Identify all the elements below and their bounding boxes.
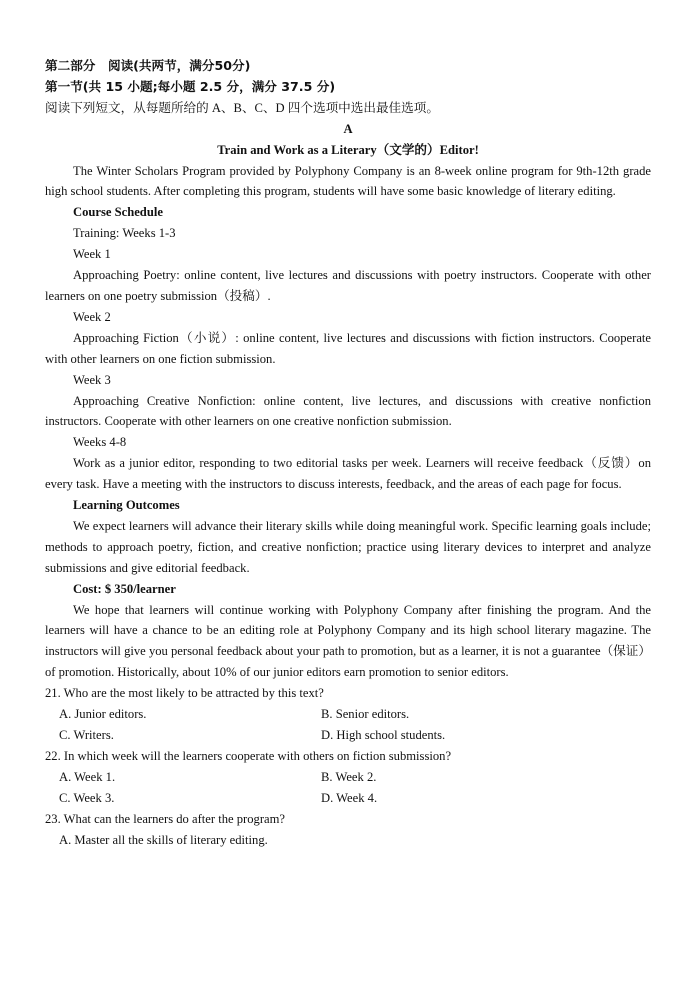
question-22-stem: 22. In which week will the learners cooperate with others on fiction submission?: [45, 748, 452, 763]
passage-letter: A: [343, 121, 353, 136]
cost-heading: Cost: $ 350/learner: [73, 581, 176, 596]
question-21-option-d[interactable]: D. High school students.: [321, 728, 446, 742]
training-label: Training: Weeks 1-3: [73, 226, 176, 241]
passage-title: Train and Work as a Literary（文学的）Editor!: [217, 142, 479, 157]
question-21-options-row2: [45, 725, 651, 746]
week3-label: Week 3: [73, 372, 111, 387]
question-23-stem: 23. What can the learners do after the program?: [45, 811, 285, 826]
section-heading: 第一节(共 15 小题;每小题 2.5 分，满分 37.5 分): [45, 78, 336, 94]
cost-text: We hope that learners will continue working with Polyphony Company after finishing the program. And the learners will have a chance to be an editing role at Polyphony Company and its high school literary magazine. The instructors will give you personal feedback about your path to promotion, but as a learner, it is not a guarantee（保证）of promotion. Historically, about 10% of our junior editors earn promotion to senior editors.: [45, 602, 651, 680]
schedule-heading: Course Schedule: [73, 205, 163, 220]
week2-label: Week 2: [73, 309, 111, 324]
outcomes-text: We expect learners will advance their literary skills while doing meaningful work. Specific learning goals include; methods to approach poetry, fiction, and creative nonfiction; practice using literary devices to interpret and analyze submissions and give editorial feedback.: [45, 518, 651, 575]
week2-text: Approaching Fiction（小说）: online content, live lectures and discussions with fiction instructors. Cooperate with other learners on one fiction submission.: [45, 330, 651, 366]
part-heading: 第二部分 阅读(共两节，满分50分): [45, 58, 251, 73]
question-21-option-c[interactable]: C. Writers.: [59, 728, 114, 742]
question-21-option-b[interactable]: B. Senior editors.: [321, 707, 410, 722]
question-22-options-row1: [45, 767, 651, 788]
question-22-options-row2: [45, 788, 651, 809]
question-21-stem: 21. Who are the most likely to be attracted by this text?: [45, 686, 324, 701]
question-22-option-d[interactable]: D. Week 4.: [321, 790, 378, 805]
question-22-option-a[interactable]: A. Week 1.: [59, 769, 116, 784]
question-23-option-a[interactable]: A. Master all the skills of literary editing.: [59, 832, 268, 847]
week1-label: Week 1: [73, 247, 111, 262]
question-22-option-b[interactable]: B. Week 2.: [321, 769, 377, 784]
question-21-option-a[interactable]: A. Junior editors.: [59, 707, 147, 722]
question-22-option-c[interactable]: C. Week 3.: [59, 790, 115, 805]
question-21-options-row1: [45, 704, 651, 725]
week48-label: Weeks 4-8: [73, 435, 127, 450]
week1-text: Approaching Poetry: online content, live lectures and discussions with poetry instructors. Cooperate with other learners on one poetry submission（投稿）.: [45, 268, 651, 303]
question-23-options-row1: [45, 830, 651, 851]
week3-text: Approaching Creative Nonfiction: online content, live lectures, and discussions with creative nonfiction instructors. Cooperate with other learners on one creative nonfiction submission.: [45, 393, 651, 429]
instruction-text: 阅读下列短文，从每题所给的 A、B、C、D 四个选项中选出最佳选项。: [45, 100, 439, 115]
outcomes-heading: Learning Outcomes: [73, 498, 180, 513]
week48-text: Work as a junior editor, responding to two editorial tasks per week. Learners will receive feedback（反馈）on every task. Have a meeting with the instructors to discuss interests, feedback, and the areas of each page for focus.: [45, 456, 651, 492]
passage-intro: The Winter Scholars Program provided by Polyphony Company is an 8-week online program for 9th-12th grade high school students. After completing this program, students will have some basic knowledge of literary editing.: [45, 163, 651, 199]
exam-page: [45, 56, 651, 850]
